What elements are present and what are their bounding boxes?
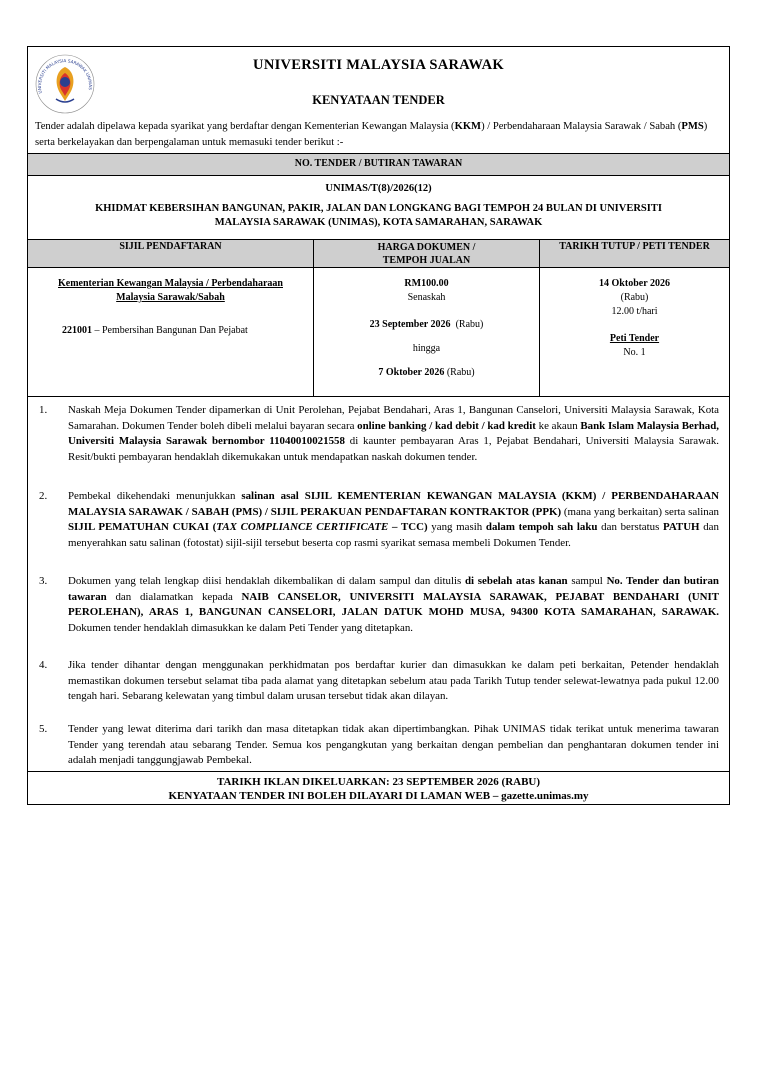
- tender-number: UNIMAS/T(8)/2026(12): [325, 183, 432, 194]
- columns-body: [28, 267, 729, 397]
- price-unit: Senaskah: [407, 292, 446, 303]
- col-registration-header: SIJIL PENDAFTARAN: [119, 241, 222, 252]
- tender-details: [28, 175, 729, 239]
- website-note: KENYATAAN TENDER INI BOLEH DILAYARI DI LAMAN WEB – gazette.unimas.my: [168, 790, 589, 802]
- sale-end: 7 Oktober 2026 (Rabu): [378, 367, 475, 378]
- tender-box-number: No. 1: [623, 347, 646, 358]
- document-price: RM100.00: [404, 278, 449, 289]
- tender-box-label: Peti Tender: [609, 333, 660, 344]
- sale-until: hingga: [412, 343, 441, 354]
- registration-code: 221001 – Pembersihan Bangunan Dan Pejabat: [62, 325, 248, 336]
- notice-title: KENYATAAN TENDER: [312, 93, 445, 107]
- advert-date: TARIKH IKLAN DIKELUARKAN: 23 SEPTEMBER 2026 (RABU): [216, 776, 541, 788]
- col-price-header-1: HARGA DOKUMEN /: [377, 242, 476, 253]
- tender-section-header: NO. TENDER / BUTIRAN TAWARAN: [28, 153, 729, 175]
- columns-header: [28, 239, 729, 267]
- closing-date: 14 Oktober 2026: [599, 278, 670, 289]
- col-closing-header: TARIKH TUTUP / PETI TENDER: [559, 241, 710, 252]
- intro-paragraph: Tender adalah dipelawa kepada syarikat yang berdaftar dengan Kementerian Kewangan Malaysia (KKM) / Perbendaharaan Malaysia Sarawak / Sabah (PMS) serta berkelayakan dan berpengalaman untuk memasuki tender berikut :-: [35, 121, 708, 148]
- tender-description: KHIDMAT KEBERSIHAN BANGUNAN, PAKIR, JALAN DAN LONGKANG BAGI TEMPOH 24 BULAN DI UNIVERSITI MALAYSIA SARAWAK (UNIMAS), KOTA SAMARAHAN, SARAWAK: [95, 203, 662, 228]
- university-name: UNIVERSITI MALAYSIA SARAWAK: [253, 57, 504, 73]
- closing-day: (Rabu): [620, 292, 649, 303]
- footer: [28, 771, 729, 804]
- logo-ring-text: UNIVERSITI MALAYSIA SARAWAK UNIMAS: [36, 58, 94, 94]
- sale-start: 23 September 2026 (Rabu): [369, 319, 484, 330]
- col-price-header-2: TEMPOH JUALAN: [382, 255, 471, 266]
- tender-notice: UNIVERSITI MALAYSIA SARAWAK UNIMAS UNIVERSITI MALAYSIA SARAWAK KENYATAAN TENDER Tender adalah dipelawa kepada syarikat yang berdaftar dengan Kementerian Kewangan Malaysia (KKM) / Perbendaharaan Malaysia Sarawak / Sabah (PMS) serta berkelayakan dan berpengalaman untuk memasuki tender berikut :- NO. TENDER / BUTIRAN TAWARAN UNIMAS/T(8)/2026(12) KHIDMAT KEBERSIHAN BANGUNAN, PAKIR, JALAN DAN LONGKANG BAGI TEMPOH 24 BULAN DI UNIVERSITI MALAYSIA SARAWAK (UNIMAS), KOTA SAMARAHAN, SARAWAK SIJIL PENDAFTARAN HARGA DOKUMEN / TEMPOH JUALAN TARIKH TUTUP / PETI TENDER Kementerian Kewangan Malaysia / Perbendaharaan Malaysia Sarawak/Sabah 221001 – Pembersihan Bangunan Dan Pejabat RM100.00 Senaskah 23 September 2026 (Rabu) hingga 7 Oktober 2026 (Rabu) 14 Oktober 2026 (Rabu) 12.00 t/hari Peti Tender No. 1 1. Naskah Meja Dokumen Tender dipamerkan di Unit Perolehan, Pejabat Bendahari, Aras 1, Bangunan Canselori, Universiti Malaysia Sarawak, Kota Samarahan. Dokumen Tender boleh dibeli melalui bayaran secara online banking / kad debit / kad kredit ke akaun Bank Islam Malaysia Berhad, Universiti Malaysia Sarawak bernombor 11040010021558 di kaunter pembayaran Aras 1, Pejabat Bendahari, Universiti Malaysia Sarawak. Resit/bukti pembayaran hendaklah dikemukakan untuk mendapatkan naskah dokumen tender. 2. Pembekal dikehendaki menunjukkan salinan asal SIJIL KEMENTERIAN KEWANGAN MALAYSIA (KKM) / PERBENDAHARAAN MALAYSIA SARAWAK / SABAH (PMS) / SIJIL PERAKUAN PENDAFTARAN KONTRAKTOR (PPK) (mana yang berkaitan) serta salinan SIJIL PEMATUHAN CUKAI (TAX COMPLIANCE CERTIFICATE – TCC) yang masih dalam tempoh sah laku dan berstatus PATUH dan menyerahkan satu salinan (fotostat) sijil-sijil tersebut beserta cop rasmi syarikat semasa membeli Dokumen Tender. 3. Dokumen yang telah lengkap diisi hendaklah dikembalikan di dalam sampul dan ditulis di sebelah atas kanan sampul No. Tender dan butiran tawaran dan dialamatkan kepada NAIB CANSELOR, UNIVERSITI MALAYSIA SARAWAK, PEJABAT BENDAHARI (UNIT PEROLEHAN), ARAS 1, BANGUNAN CANSELORI, JALAN DATUK MOHD MUSA, 94300 KOTA SAMARAHAN, SARAWAK. Dokumen tender hendaklah dimasukkan ke dalam Peti Tender yang ditetapkan. 4. Jika tender dihantar dengan menggunakan perkhidmatan pos berdaftar kurier dan dimasukkan ke dalam peti berkaitan, Petender hendaklah memastikan dokumen tersebut selamat tiba pada alamat yang ditetapkan sebelum atau pada Tarikh Tutup tender selewat-lewatnya pada pukul 12.00 tengah hari. Sebarang kelewatan yang timbul dalam urusan tersebut tidak akan dilayan. 5. Tender yang lewat diterima dari tarikh dan masa ditetapkan tidak akan dipertimbangkan. Pihak UNIMAS tidak terikat untuk menerima tawaran Tender yang terendah atau sebarang Tender. Semua kos pengangkutan yang berkaitan dengan pembelian dan penghantaran dokumen tender ini adalah menjadi tanggungjawab Pembekal. TARIKH IKLAN DIKELUARKAN: 23 SEPTEMBER 2026 (RABU) KENYATAAN TENDER INI BOLEH DILAYARI DI LAMAN WEB – gazette.unimas.my: [27, 46, 730, 805]
- closing-time: 12.00 t/hari: [611, 306, 658, 317]
- registration-authority: Kementerian Kewangan Malaysia / Perbendaharaan Malaysia Sarawak/Sabah: [58, 278, 283, 303]
